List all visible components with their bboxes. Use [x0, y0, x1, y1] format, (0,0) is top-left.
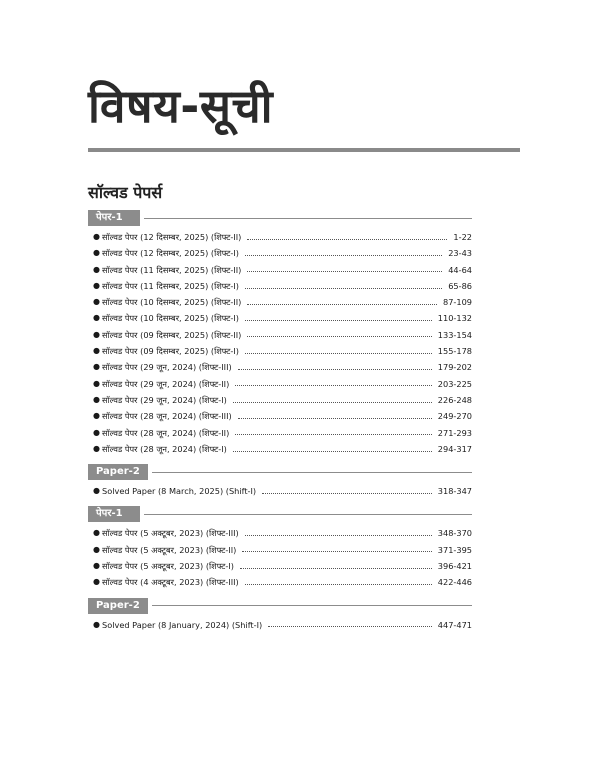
toc-entry[interactable]	[88, 359, 472, 375]
bullet-icon: ●	[93, 486, 100, 496]
page-title: विषय-सूची	[88, 79, 274, 133]
entry-title: Solved Paper (8 March, 2025) (Shift-I)	[102, 486, 257, 497]
entry-title: सॉल्वड पेपर (12 दिसम्बर, 2025) (शिफ्ट-I)	[102, 248, 239, 259]
page-range: 179-202	[437, 362, 472, 373]
bullet-icon: ●	[93, 313, 100, 323]
group-label: Paper-2	[88, 598, 148, 614]
dot-leader	[245, 535, 432, 536]
toc-group	[88, 598, 472, 633]
section-heading: सॉल्वड पेपर्स	[88, 183, 163, 202]
toc-group	[88, 210, 472, 457]
page-range: 226-248	[437, 394, 472, 405]
group-label: पेपर-1	[88, 210, 140, 226]
dot-leader	[235, 385, 432, 386]
page-range: 23-43	[448, 248, 472, 259]
toc-entry[interactable]	[88, 392, 472, 408]
entry-title: सॉल्वड पेपर (10 दिसम्बर, 2025) (शिफ्ट-II)	[102, 297, 242, 308]
bullet-icon: ●	[93, 411, 100, 421]
toc-entry[interactable]	[88, 483, 472, 499]
dot-leader	[268, 626, 432, 627]
dot-leader	[247, 239, 447, 240]
toc-group	[88, 464, 472, 499]
entry-title: सॉल्वड पेपर (11 दिसम्बर, 2025) (शिफ्ट-I)	[102, 280, 239, 291]
group-header	[88, 464, 472, 480]
page-range: 110-132	[437, 313, 472, 324]
bullet-icon: ●	[93, 528, 100, 538]
dot-leader	[238, 418, 432, 419]
group-rule	[152, 605, 472, 606]
page-range: 271-293	[437, 427, 472, 438]
bullet-icon: ●	[93, 346, 100, 356]
dot-leader	[235, 434, 432, 435]
bullet-icon: ●	[93, 378, 100, 388]
dot-leader	[247, 304, 437, 305]
entry-title: सॉल्वड पेपर (09 दिसम्बर, 2025) (शिफ्ट-I)	[102, 346, 239, 357]
dot-leader	[240, 568, 432, 569]
bullet-icon: ●	[93, 297, 100, 307]
bullet-icon: ●	[93, 561, 100, 571]
group-header	[88, 506, 472, 522]
page-range: 203-225	[437, 378, 472, 389]
dot-leader	[245, 584, 432, 585]
page-range: 155-178	[437, 346, 472, 357]
bullet-icon: ●	[93, 443, 100, 453]
toc-entry[interactable]	[88, 408, 472, 424]
toc-entry[interactable]	[88, 617, 472, 633]
entry-title: सॉल्वड पेपर (5 अक्टूबर, 2023) (शिफ्ट-II)	[102, 544, 237, 555]
toc-group	[88, 506, 472, 590]
toc-entry[interactable]	[88, 310, 472, 326]
group-rule	[144, 514, 472, 515]
page-range: 87-109	[442, 297, 472, 308]
toc-entry[interactable]	[88, 262, 472, 278]
entry-title: सॉल्वड पेपर (4 अक्टूबर, 2023) (शिफ्ट-III)	[102, 577, 239, 588]
toc-entry[interactable]	[88, 343, 472, 359]
page-range: 447-471	[437, 619, 472, 630]
bullet-icon: ●	[93, 248, 100, 258]
bullet-icon: ●	[93, 427, 100, 437]
table-of-contents	[88, 210, 472, 633]
entry-title: सॉल्वड पेपर (09 दिसम्बर, 2025) (शिफ्ट-II)	[102, 329, 242, 340]
bullet-icon: ●	[93, 329, 100, 339]
dot-leader	[262, 493, 432, 494]
group-label: Paper-2	[88, 464, 148, 480]
group-rule	[144, 218, 472, 219]
page-range: 396-421	[437, 561, 472, 572]
entry-title: Solved Paper (8 January, 2024) (Shift-I)	[102, 619, 263, 630]
title-rule	[88, 148, 520, 152]
toc-entry[interactable]	[88, 229, 472, 245]
page-range: 249-270	[437, 411, 472, 422]
toc-entry[interactable]	[88, 525, 472, 541]
bullet-icon: ●	[93, 394, 100, 404]
toc-entry[interactable]	[88, 441, 472, 457]
page-range: 348-370	[437, 528, 472, 539]
bullet-icon: ●	[93, 544, 100, 554]
page-range: 294-317	[437, 443, 472, 454]
toc-entry[interactable]	[88, 294, 472, 310]
toc-entry[interactable]	[88, 425, 472, 441]
entry-title: सॉल्वड पेपर (5 अक्टूबर, 2023) (शिफ्ट-I)	[102, 561, 234, 572]
bullet-icon: ●	[93, 362, 100, 372]
entry-title: सॉल्वड पेपर (28 जून, 2024) (शिफ्ट-I)	[102, 443, 227, 454]
entry-title: सॉल्वड पेपर (10 दिसम्बर, 2025) (शिफ्ट-I)	[102, 313, 239, 324]
toc-entry[interactable]	[88, 245, 472, 261]
entry-title: सॉल्वड पेपर (11 दिसम्बर, 2025) (शिफ्ट-II)	[102, 264, 242, 275]
bullet-icon: ●	[93, 280, 100, 290]
toc-entry[interactable]	[88, 327, 472, 343]
group-spacer	[88, 499, 472, 506]
bullet-icon: ●	[93, 232, 100, 241]
dot-leader	[245, 320, 432, 321]
bullet-icon: ●	[93, 264, 100, 274]
entry-title: सॉल्वड पेपर (28 जून, 2024) (शिफ्ट-III)	[102, 411, 232, 422]
entry-title: सॉल्वड पेपर (29 जून, 2024) (शिफ्ट-I)	[102, 394, 227, 405]
group-label: पेपर-1	[88, 506, 140, 522]
entry-title: सॉल्वड पेपर (29 जून, 2024) (शिफ्ट-III)	[102, 362, 232, 373]
group-spacer	[88, 457, 472, 464]
dot-leader	[242, 551, 431, 552]
dot-leader	[245, 288, 442, 289]
page-range: 371-395	[437, 544, 472, 555]
entry-title: सॉल्वड पेपर (12 दिसम्बर, 2025) (शिफ्ट-II)	[102, 232, 242, 242]
entry-title: सॉल्वड पेपर (5 अक्टूबर, 2023) (शिफ्ट-III)	[102, 528, 239, 539]
entry-title: सॉल्वड पेपर (28 जून, 2024) (शिफ्ट-II)	[102, 427, 230, 438]
toc-entry[interactable]	[88, 278, 472, 294]
bullet-icon: ●	[93, 619, 100, 629]
page-range: 422-446	[437, 577, 472, 588]
dot-leader	[245, 255, 442, 256]
toc-entry[interactable]	[88, 574, 472, 590]
page-range: 1-22	[453, 232, 472, 242]
dot-leader	[238, 369, 432, 370]
group-header	[88, 210, 472, 226]
page-range: 44-64	[448, 264, 472, 275]
dot-leader	[247, 271, 442, 272]
toc-entry[interactable]	[88, 542, 472, 558]
page-range: 318-347	[437, 486, 472, 497]
entry-title: सॉल्वड पेपर (29 जून, 2024) (शिफ्ट-II)	[102, 378, 230, 389]
toc-entry[interactable]	[88, 376, 472, 392]
dot-leader	[245, 353, 432, 354]
page-range: 133-154	[437, 329, 472, 340]
dot-leader	[233, 451, 432, 452]
group-header	[88, 598, 472, 614]
toc-entry[interactable]	[88, 558, 472, 574]
group-rule	[152, 472, 472, 473]
dot-leader	[233, 402, 432, 403]
group-spacer	[88, 591, 472, 598]
dot-leader	[247, 336, 431, 337]
page-range: 65-86	[448, 280, 472, 291]
bullet-icon: ●	[93, 577, 100, 587]
